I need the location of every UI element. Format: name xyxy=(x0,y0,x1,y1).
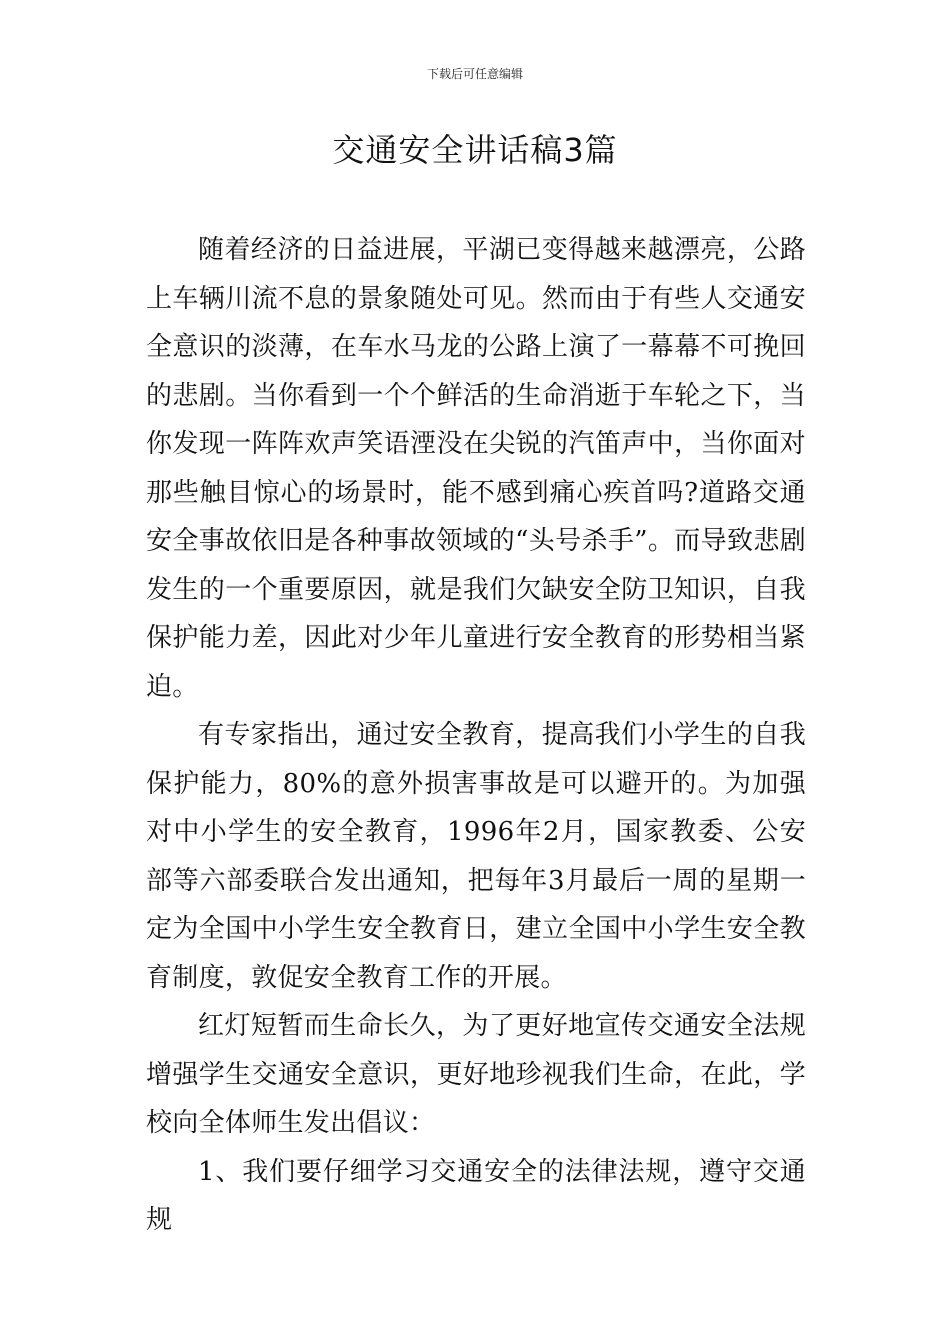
document-body xyxy=(146,226,806,1245)
paragraph-1: 随着经济的日益进展，平湖已变得越来越漂亮，公路上车辆川流不息的景象随处可见。然而由于有些人交通安全意识的淡薄，在车水马龙的公路上演了一幕幕不可挽回的悲剧。当你看到一个个鲜活的生命消逝于车轮之下，当你发现一阵阵欢声笑语湮没在尖锐的汽笛声中，当你面对那些触目惊心的场景时，能不感到痛心疾首吗?道路交通安全事故依旧是各种事故领域的“头号杀手”。而导致悲剧发生的一个重要原因，就是我们欠缺安全防卫知识，自我保护能力差，因此对少年儿童进行安全教育的形势相当紧迫。 xyxy=(146,235,806,702)
paragraph-2: 有专家指出，通过安全教育，提高我们小学生的自我保护能力，80%的意外损害事故是可以避开的。为加强对中小学生的安全教育，1996年2月，国家教委、公安部等六部委联合发出通知，把每年3月最后一周的星期一定为全国中小学生安全教育日，建立全国中小学生安全教育制度，敦促安全教育工作的开展。 xyxy=(146,720,806,993)
paragraph-3: 红灯短暂而生命长久，为了更好地宣传交通安全法规增强学生交通安全意识，更好地珍视我们生命，在此，学校向全体师生发出倡议： xyxy=(146,1011,806,1138)
header-note: 下载后可任意编辑 xyxy=(426,67,523,81)
paragraph-4: 1、我们要仔细学习交通安全的法律法规，遵守交通规 xyxy=(146,1156,806,1235)
document-title: 交通安全讲话稿3篇 xyxy=(332,131,618,169)
